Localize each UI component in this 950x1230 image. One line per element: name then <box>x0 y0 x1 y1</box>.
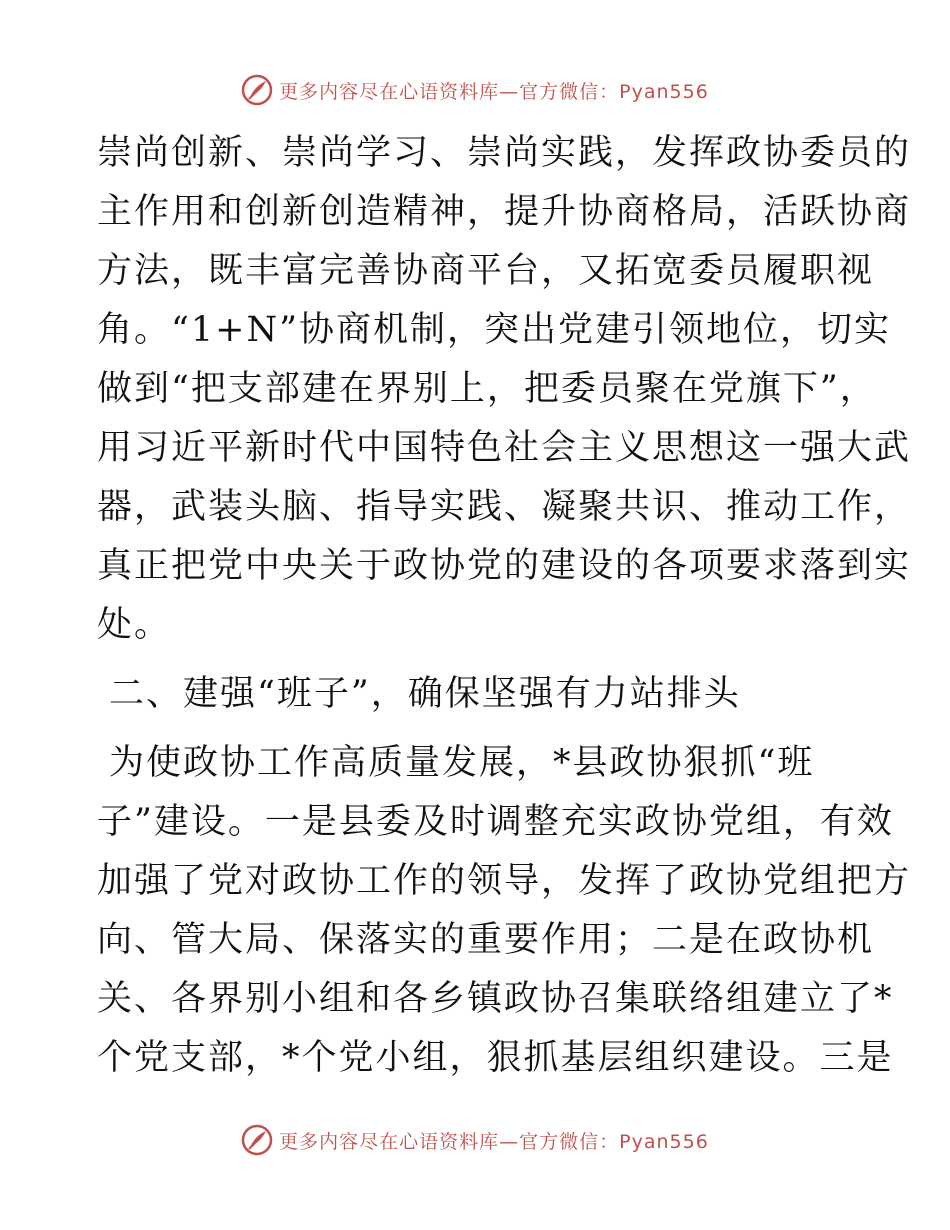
text-line: 个党支部，*个党小组，狠抓基层组织建设。三是 <box>97 1038 894 1078</box>
text-line: 加强了党对政协工作的领导，发挥了政协党组把方 <box>97 861 912 901</box>
feather-pen-icon <box>241 74 273 106</box>
text-line: 器，武装头脑、指导实践、凝聚共识、推动工作， <box>97 487 912 527</box>
text-line: 子”建设。一是县委及时调整充实政协党组，有效 <box>97 802 894 842</box>
text-line: 方法，既丰富完善协商平台，又拓宽委员履职视 <box>97 251 875 291</box>
text-line: 主作用和创新创造精神，提升协商格局，活跃协商 <box>97 192 912 232</box>
text-line: 处。 <box>97 605 172 645</box>
feather-pen-icon <box>241 1124 273 1156</box>
text-line: 向、管大局、保落实的重要作用；二是在政协机 <box>97 920 875 960</box>
text-line: 角。“1+N”协商机制，突出党建引领地位，切实 <box>97 310 892 350</box>
text-line: 关、各界别小组和各乡镇政协召集联络组建立了* <box>97 979 894 1019</box>
text-line: 做到“把支部建在界别上，把委员聚在党旗下”， <box>97 369 877 409</box>
document-body <box>97 124 912 1088</box>
text-line: 为使政协工作高质量发展，*县政协狠抓“班 <box>109 743 815 783</box>
text-line: 崇尚创新、崇尚学习、崇尚实践，发挥政协委员的 <box>97 133 912 173</box>
section-heading: 二、建强“班子”，确保坚强有力站排头 <box>109 674 741 714</box>
footer-banner-text: 更多内容尽在心语资料库—官方微信：Pyan556 <box>279 1130 709 1153</box>
footer-banner <box>0 1120 950 1160</box>
header-banner <box>0 70 950 110</box>
text-line: 用习近平新时代中国特色社会主义思想这一强大武 <box>97 428 912 468</box>
header-banner-text: 更多内容尽在心语资料库—官方微信：Pyan556 <box>279 80 709 103</box>
text-line: 真正把党中央关于政协党的建设的各项要求落到实 <box>97 546 912 586</box>
